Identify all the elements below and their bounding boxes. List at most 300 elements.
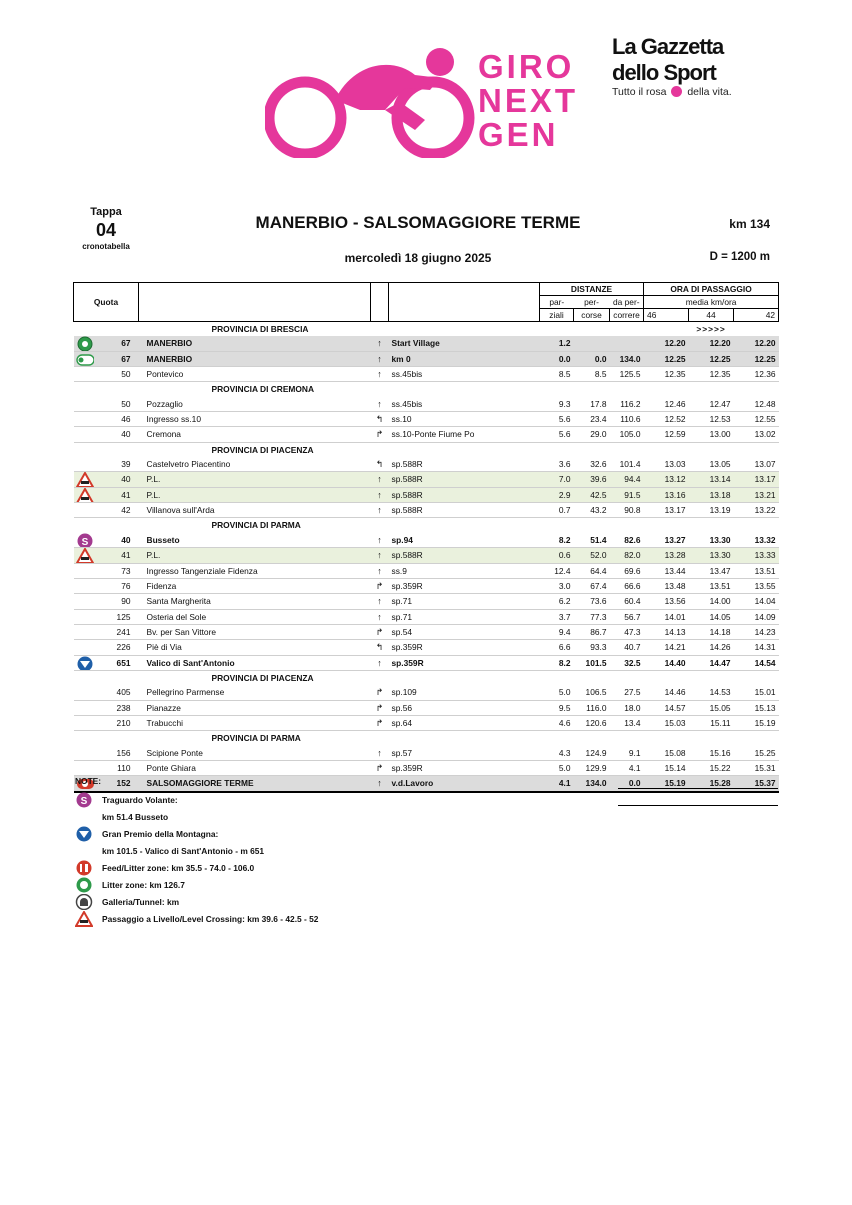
province-row — [74, 322, 779, 337]
dist-total: 39.6 — [574, 472, 610, 487]
quota: 40 — [107, 427, 139, 442]
dist-partial: 5.6 — [540, 412, 574, 427]
road: sp.359R — [389, 655, 540, 670]
table-row — [74, 563, 779, 578]
location: Pellegrino Parmense — [139, 685, 371, 700]
spacer — [371, 670, 644, 685]
dist-partial: 4.6 — [540, 715, 574, 730]
location: Ingresso Tangenziale Fidenza — [139, 563, 371, 578]
time-44: 15.28 — [689, 776, 734, 792]
quota: 73 — [107, 563, 139, 578]
ora-header: ORA DI PASSAGGIO — [644, 283, 779, 296]
dist-remaining: 94.4 — [610, 472, 644, 487]
time-42: 15.01 — [734, 685, 779, 700]
time-42: 13.32 — [734, 533, 779, 548]
time-46: 14.01 — [644, 609, 689, 624]
note-item — [75, 792, 575, 809]
quota: 76 — [107, 578, 139, 593]
time-44: 13.47 — [689, 563, 734, 578]
quota: 210 — [107, 715, 139, 730]
location: P.L. — [139, 487, 371, 502]
time-44: 12.47 — [689, 397, 734, 412]
direction-marker — [644, 442, 779, 457]
road: sp.71 — [389, 609, 540, 624]
time-46: 13.44 — [644, 563, 689, 578]
road: sp.588R — [389, 548, 540, 563]
table-row — [74, 336, 779, 351]
time-44: 13.14 — [689, 472, 734, 487]
dist-partial: 0.6 — [540, 548, 574, 563]
time-42: 14.54 — [734, 655, 779, 670]
table-row — [74, 746, 779, 761]
table-header — [74, 283, 779, 322]
province-row — [74, 731, 779, 746]
road: sp.588R — [389, 487, 540, 502]
cyclist-icon — [265, 40, 480, 158]
time-44: 14.00 — [689, 594, 734, 609]
tagline-part: della vita. — [687, 86, 732, 98]
direction-arrow-icon: ↱ — [371, 700, 389, 715]
dist-partial: 12.4 — [540, 563, 574, 578]
distanze-header: DISTANZE — [540, 283, 644, 296]
dist-partial: 8.2 — [540, 655, 574, 670]
time-46: 13.16 — [644, 487, 689, 502]
time-44: 13.30 — [689, 548, 734, 563]
media-header: media km/ora — [644, 296, 779, 309]
icon-cell — [74, 624, 107, 639]
quota: 110 — [107, 760, 139, 775]
direction-arrow-icon: ↑ — [371, 533, 389, 548]
note-text: Traguardo Volante: — [102, 795, 178, 805]
road: sp.54 — [389, 624, 540, 639]
road: sp.588R — [389, 457, 540, 472]
road: sp.57 — [389, 746, 540, 761]
dist-total — [574, 336, 610, 351]
time-46: 14.57 — [644, 700, 689, 715]
direction-arrow-icon: ↑ — [371, 655, 389, 670]
dist-remaining: 9.1 — [610, 746, 644, 761]
time-44: 12.20 — [689, 336, 734, 351]
note-text: Gran Premio della Montagna: — [102, 829, 219, 839]
quota: 39 — [107, 457, 139, 472]
direction-arrow-icon: ↑ — [371, 472, 389, 487]
dist-remaining: 101.4 — [610, 457, 644, 472]
pl-icon — [74, 472, 107, 487]
quota: 42 — [107, 503, 139, 518]
location: Pontevico — [139, 367, 371, 382]
timetable — [73, 282, 778, 793]
time-46: 13.03 — [644, 457, 689, 472]
time-42: 12.20 — [734, 336, 779, 351]
time-42: 14.23 — [734, 624, 779, 639]
time-44: 13.05 — [689, 457, 734, 472]
quota: 241 — [107, 624, 139, 639]
province-row — [74, 442, 779, 457]
speed-header: 42 — [734, 309, 779, 322]
time-42: 13.51 — [734, 563, 779, 578]
time-44: 15.22 — [689, 760, 734, 775]
time-44: 13.51 — [689, 578, 734, 593]
location: Trabucchi — [139, 715, 371, 730]
road: sp.71 — [389, 594, 540, 609]
dist-remaining: 90.8 — [610, 503, 644, 518]
stage-badge — [76, 206, 136, 251]
table-row — [74, 397, 779, 412]
time-46: 13.48 — [644, 578, 689, 593]
direction-arrow-icon: ↱ — [371, 715, 389, 730]
dist-total: 86.7 — [574, 624, 610, 639]
direction-arrow-icon: ↑ — [371, 594, 389, 609]
quota: 90 — [107, 594, 139, 609]
road: sp.588R — [389, 503, 540, 518]
time-46: 12.52 — [644, 412, 689, 427]
note-text: Feed/Litter zone: km 35.5 - 74.0 - 106.0 — [102, 863, 255, 873]
location: Castelvetro Piacentino — [139, 457, 371, 472]
time-46: 15.19 — [644, 776, 689, 792]
time-44: 12.53 — [689, 412, 734, 427]
per-header-2: corse — [574, 309, 610, 322]
direction-arrow-icon: ↑ — [371, 351, 389, 366]
par-header: par- — [540, 296, 574, 309]
direction-arrow-icon: ↑ — [371, 776, 389, 792]
note-line — [618, 805, 778, 822]
table-row — [74, 351, 779, 366]
dist-total: 120.6 — [574, 715, 610, 730]
tappa-label: Tappa — [90, 206, 122, 218]
brand-line: GIRO — [478, 48, 575, 85]
location: Ingresso ss.10 — [139, 412, 371, 427]
dist-total: 124.9 — [574, 746, 610, 761]
dist-partial: 4.3 — [540, 746, 574, 761]
time-42: 15.31 — [734, 760, 779, 775]
direction-marker — [644, 670, 779, 685]
direction-arrow-icon: ↱ — [371, 578, 389, 593]
province-name: PROVINCIA DI PARMA — [211, 520, 301, 531]
dist-partial: 6.2 — [540, 594, 574, 609]
time-42: 13.22 — [734, 503, 779, 518]
svg-text:S: S — [81, 536, 88, 548]
arrow-header — [371, 283, 389, 322]
dist-total: 43.2 — [574, 503, 610, 518]
location-header — [139, 283, 371, 322]
location: Fidenza — [139, 578, 371, 593]
province-name: PROVINCIA DI BRESCIA — [211, 324, 309, 334]
location: Busseto — [139, 533, 371, 548]
direction-arrow-icon: ↱ — [371, 685, 389, 700]
province-name: PROVINCIA DI CREMONA — [211, 384, 315, 395]
quota: 67 — [107, 351, 139, 366]
direction-arrow-icon: ↱ — [371, 760, 389, 775]
quota: 46 — [107, 412, 139, 427]
direction-arrow-icon: ↑ — [371, 609, 389, 624]
dist-remaining: 18.0 — [610, 700, 644, 715]
road: sp.109 — [389, 685, 540, 700]
direction-arrow-icon: ↱ — [371, 427, 389, 442]
dist-total: 52.0 — [574, 548, 610, 563]
dist-total: 32.6 — [574, 457, 610, 472]
dist-remaining: 125.5 — [610, 367, 644, 382]
quota: 50 — [107, 397, 139, 412]
dist-partial: 4.1 — [540, 776, 574, 792]
table-row — [74, 760, 779, 775]
time-42: 15.13 — [734, 700, 779, 715]
icon-cell — [74, 457, 107, 472]
icon-cell — [74, 640, 107, 655]
speed-header: 44 — [689, 309, 734, 322]
par-header-2: ziali — [540, 309, 574, 322]
direction-arrow-icon: ↑ — [371, 397, 389, 412]
time-46: 13.56 — [644, 594, 689, 609]
time-46: 13.12 — [644, 472, 689, 487]
quota: 125 — [107, 609, 139, 624]
note-text: Passaggio a Livello/Level Crossing: km 39.6 - 42.5 - 52 — [102, 914, 319, 924]
time-42: 15.19 — [734, 715, 779, 730]
direction-arrow-icon: ↑ — [371, 336, 389, 351]
time-46: 12.35 — [644, 367, 689, 382]
road: ss.10-Ponte Fiume Po — [389, 427, 540, 442]
icon-cell — [74, 609, 107, 624]
sprint-icon — [74, 533, 107, 548]
note-item — [75, 911, 575, 928]
time-46: 14.40 — [644, 655, 689, 670]
dist-remaining — [610, 336, 644, 351]
dist-partial: 8.5 — [540, 367, 574, 382]
time-44: 15.05 — [689, 700, 734, 715]
dist-total: 0.0 — [574, 351, 610, 366]
dist-partial: 2.9 — [540, 487, 574, 502]
road: ss.45bis — [389, 367, 540, 382]
time-44: 13.30 — [689, 533, 734, 548]
dist-total: 106.5 — [574, 685, 610, 700]
time-42: 12.55 — [734, 412, 779, 427]
road: sp.359R — [389, 640, 540, 655]
dist-partial: 3.0 — [540, 578, 574, 593]
time-44: 14.05 — [689, 609, 734, 624]
direction-marker: >>>>> — [696, 324, 726, 334]
stage-date: mercoledì 18 giugno 2025 — [344, 251, 492, 265]
icon-cell — [74, 715, 107, 730]
dist-partial: 6.6 — [540, 640, 574, 655]
icon-cell — [74, 367, 107, 382]
road: ss.9 — [389, 563, 540, 578]
time-42: 13.33 — [734, 548, 779, 563]
province-row — [74, 518, 779, 533]
dist-remaining: 134.0 — [610, 351, 644, 366]
time-42: 13.07 — [734, 457, 779, 472]
direction-marker — [644, 731, 779, 746]
quota: 50 — [107, 367, 139, 382]
dist-remaining: 32.5 — [610, 655, 644, 670]
dist-partial: 3.6 — [540, 457, 574, 472]
spacer — [371, 322, 644, 337]
time-42: 13.21 — [734, 487, 779, 502]
location: Ponte Ghiara — [139, 760, 371, 775]
time-44: 13.18 — [689, 487, 734, 502]
direction-arrow-icon: ↰ — [371, 640, 389, 655]
icon-cell — [74, 746, 107, 761]
dist-remaining: 110.6 — [610, 412, 644, 427]
dist-total: 8.5 — [574, 367, 610, 382]
icon-cell — [74, 397, 107, 412]
location: Pianazze — [139, 700, 371, 715]
road: sp.359R — [389, 760, 540, 775]
pl-icon — [74, 487, 107, 502]
notes — [75, 776, 575, 928]
time-42: 15.25 — [734, 746, 779, 761]
dist-total: 23.4 — [574, 412, 610, 427]
note-item — [75, 877, 575, 894]
dist-remaining: 13.4 — [610, 715, 644, 730]
dist-partial: 9.3 — [540, 397, 574, 412]
time-42: 14.09 — [734, 609, 779, 624]
time-44: 14.47 — [689, 655, 734, 670]
table-row — [74, 367, 779, 382]
dist-partial: 9.5 — [540, 700, 574, 715]
location: Osteria del Sole — [139, 609, 371, 624]
location: Santa Margherita — [139, 594, 371, 609]
direction-marker — [644, 518, 779, 533]
location: Scipione Ponte — [139, 746, 371, 761]
brand-line: GEN — [478, 116, 559, 153]
icon-cell — [74, 760, 107, 775]
icon-cell — [74, 594, 107, 609]
road-header — [389, 283, 540, 322]
road: Start Village — [389, 336, 540, 351]
dist-remaining: 82.6 — [610, 533, 644, 548]
dist-partial: 5.6 — [540, 427, 574, 442]
dist-partial: 0.0 — [540, 351, 574, 366]
giro-next-gen-logo — [265, 40, 595, 158]
note-item — [75, 860, 575, 877]
table-row — [74, 487, 779, 502]
direction-arrow-icon: ↰ — [371, 457, 389, 472]
location: SALSOMAGGIORE TERME — [139, 776, 371, 792]
direction-arrow-icon: ↑ — [371, 503, 389, 518]
dist-total: 129.9 — [574, 760, 610, 775]
time-44: 12.35 — [689, 367, 734, 382]
note-item — [75, 843, 575, 860]
km0-icon — [74, 351, 107, 366]
table-row — [74, 457, 779, 472]
time-46: 13.17 — [644, 503, 689, 518]
dist-remaining: 60.4 — [610, 594, 644, 609]
dist-total: 51.4 — [574, 533, 610, 548]
spacer — [371, 442, 644, 457]
table-row — [74, 700, 779, 715]
dist-remaining: 105.0 — [610, 427, 644, 442]
quota: 67 — [107, 336, 139, 351]
quota: 156 — [107, 746, 139, 761]
quota: 651 — [107, 655, 139, 670]
location: Pozzaglio — [139, 397, 371, 412]
province-row — [74, 670, 779, 685]
dist-total: 73.6 — [574, 594, 610, 609]
ball-icon — [671, 86, 682, 97]
dist-partial: 3.7 — [540, 609, 574, 624]
speed-header: 46 — [644, 309, 689, 322]
dist-remaining: 56.7 — [610, 609, 644, 624]
start-icon — [74, 336, 107, 351]
note-text: km 101.5 - Valico di Sant'Antonio - m 651 — [102, 846, 265, 856]
dist-total: 101.5 — [574, 655, 610, 670]
time-46: 12.46 — [644, 397, 689, 412]
time-44: 13.00 — [689, 427, 734, 442]
dist-total: 77.3 — [574, 609, 610, 624]
note-line — [618, 788, 778, 805]
table-row — [74, 624, 779, 639]
note-text: km 51.4 Busseto — [102, 812, 169, 822]
time-46: 15.14 — [644, 760, 689, 775]
location: Piè di Via — [139, 640, 371, 655]
direction-arrow-icon: ↑ — [371, 563, 389, 578]
time-46: 12.20 — [644, 336, 689, 351]
icon-cell — [74, 563, 107, 578]
dist-remaining: 27.5 — [610, 685, 644, 700]
dist-remaining: 47.3 — [610, 624, 644, 639]
icon-cell — [74, 427, 107, 442]
table-row — [74, 412, 779, 427]
time-42: 12.36 — [734, 367, 779, 382]
quota: 405 — [107, 685, 139, 700]
road: ss.10 — [389, 412, 540, 427]
province-name: PROVINCIA DI PIACENZA — [211, 672, 314, 683]
gpm-icon — [74, 655, 107, 670]
direction-arrow-icon: ↑ — [371, 487, 389, 502]
time-46: 15.03 — [644, 715, 689, 730]
time-44: 14.18 — [689, 624, 734, 639]
dist-partial: 0.7 — [540, 503, 574, 518]
location: MANERBIO — [139, 336, 371, 351]
table-row — [74, 548, 779, 563]
note-item — [75, 826, 575, 843]
per-header: per- — [584, 297, 599, 307]
dist-total: 42.5 — [574, 487, 610, 502]
time-42: 12.48 — [734, 397, 779, 412]
table-row — [74, 578, 779, 593]
time-44: 15.16 — [689, 746, 734, 761]
pl-icon — [74, 548, 107, 563]
dist-remaining: 66.6 — [610, 578, 644, 593]
table-row — [74, 594, 779, 609]
icon-cell — [74, 578, 107, 593]
dist-total: 17.8 — [574, 397, 610, 412]
road: sp.359R — [389, 578, 540, 593]
dist-remaining: 4.1 — [610, 760, 644, 775]
notes-title: NOTE: — [75, 776, 102, 786]
quota-header: Quota — [74, 283, 139, 322]
notes-list — [75, 792, 575, 928]
table-row — [74, 685, 779, 700]
road: sp.64 — [389, 715, 540, 730]
dist-partial: 5.0 — [540, 685, 574, 700]
time-44: 14.26 — [689, 640, 734, 655]
tappa-subtitle: cronotabella — [82, 242, 130, 251]
gazzetta-logo — [612, 34, 772, 98]
table-row — [74, 427, 779, 442]
dist-remaining: 116.2 — [610, 397, 644, 412]
table-row — [74, 655, 779, 670]
table-body — [74, 322, 779, 792]
time-46: 13.28 — [644, 548, 689, 563]
tagline-part: Tutto il rosa — [612, 86, 667, 98]
note-lines — [618, 788, 778, 822]
spacer — [371, 518, 644, 533]
svg-text:S: S — [80, 796, 88, 807]
road: km 0 — [389, 351, 540, 366]
time-46: 12.59 — [644, 427, 689, 442]
time-46: 15.08 — [644, 746, 689, 761]
quota: 40 — [107, 472, 139, 487]
